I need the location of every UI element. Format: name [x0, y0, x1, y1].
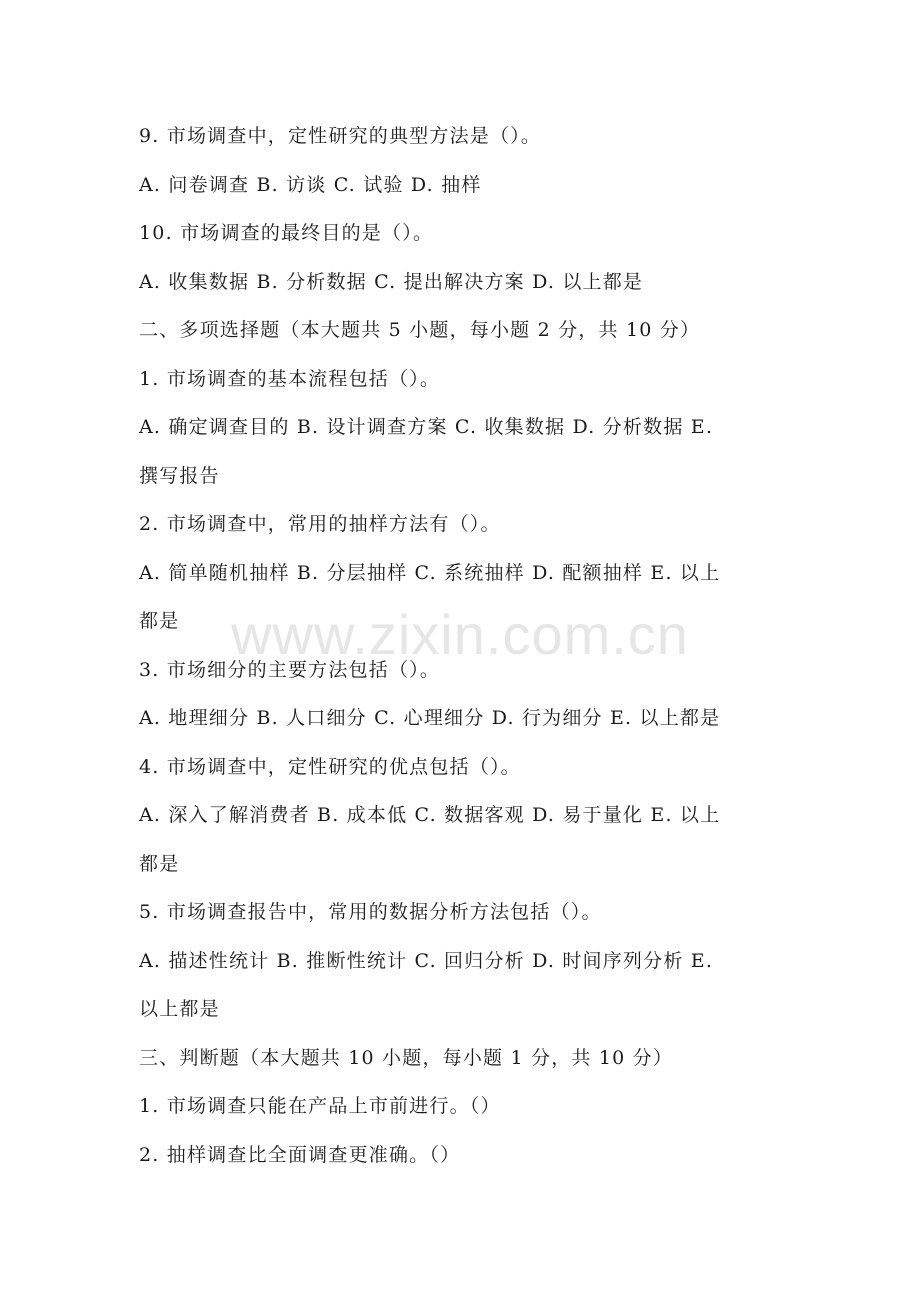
- mc-question-5-options-cont: 以上都是: [139, 998, 220, 1020]
- watermark: www.zixin.com.cn: [231, 603, 689, 666]
- mc-question-4: 4. 市场调查中，定性研究的优点包括（）。: [139, 755, 521, 778]
- question-9: 9. 市场调查中，定性研究的典型方法是（）。: [139, 125, 542, 147]
- mc-question-2-options-cont: 都是: [139, 610, 180, 632]
- mc-question-2: 2. 市场调查中，常用的抽样方法有（）。: [139, 513, 501, 535]
- tf-question-2: 2. 抽样调查比全面调查更准确。（）: [139, 1143, 461, 1166]
- mc-question-3: 3. 市场细分的主要方法包括（）。: [139, 658, 441, 681]
- question-10: 10. 市场调查的最终目的是（）。: [139, 222, 434, 244]
- mc-question-4-options-cont: 都是: [139, 852, 180, 875]
- mc-question-1-options: A. 确定调查目的 B. 设计调查方案 C. 收集数据 D. 分析数据 E.: [139, 416, 714, 438]
- mc-question-4-options: A. 深入了解消费者 B. 成本低 C. 数据客观 D. 易于量化 E. 以上: [139, 804, 721, 826]
- mc-question-5: 5. 市场调查报告中，常用的数据分析方法包括（）。: [139, 901, 602, 923]
- mc-question-1-options-cont: 撰写报告: [139, 464, 220, 487]
- mc-question-2-options: A. 简单随机抽样 B. 分层抽样 C. 系统抽样 D. 配额抽样 E. 以上: [139, 561, 721, 584]
- mc-question-3-options: A. 地理细分 B. 人口细分 C. 心理细分 D. 行为细分 E. 以上都是: [139, 707, 721, 729]
- section-heading-true-false: 三、判断题（本大题共 10 小题，每小题 1 分，共 10 分）: [139, 1046, 674, 1069]
- mc-question-5-options: A. 描述性统计 B. 推断性统计 C. 回归分析 D. 时间序列分析 E.: [139, 949, 714, 972]
- question-9-options: A. 问卷调查 B. 访谈 C. 试验 D. 抽样: [139, 173, 482, 196]
- question-10-options: A. 收集数据 B. 分析数据 C. 提出解决方案 D. 以上都是: [139, 270, 644, 293]
- document-body: [139, 112, 787, 1179]
- tf-question-1: 1. 市场调查只能在产品上市前进行。（）: [139, 1095, 501, 1117]
- section-heading-multiple-choice: 二、多项选择题（本大题共 5 小题，每小题 2 分，共 10 分）: [139, 319, 701, 341]
- mc-question-1: 1. 市场调查的基本流程包括（）。: [139, 367, 441, 390]
